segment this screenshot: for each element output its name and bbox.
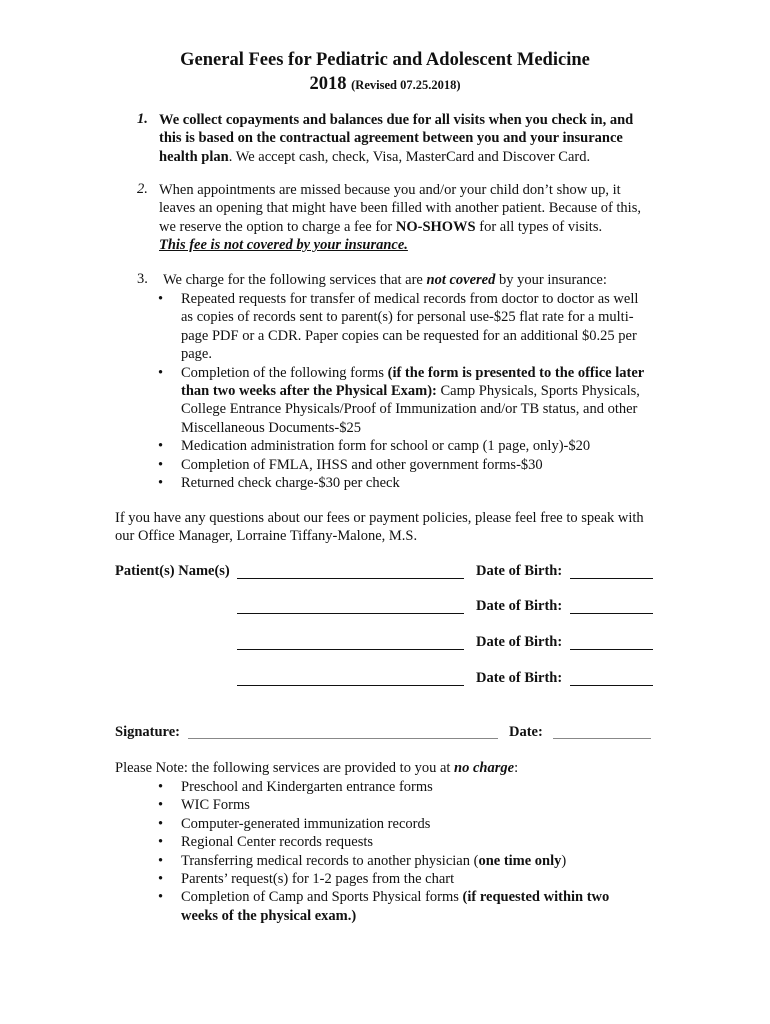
dob-field-3[interactable] bbox=[570, 649, 653, 650]
revision-date: (Revised 07.25.2018) bbox=[351, 78, 461, 92]
list-item: • Repeated requests for transfer of medical records from doctor to doctor as well as copies of records sent to parent(s) for personal use-$25 flat rate for a multi-page PDF or a CDR. Paper copies can be requested for an additional $0.25 per page. bbox=[154, 290, 644, 364]
list-item: • Computer-generated immunization records bbox=[154, 815, 644, 833]
document-title: General Fees for Pediatric and Adolescent Medicine bbox=[180, 50, 590, 70]
item-2-text-a: When appointments are missed because you and/or your child don’t show up, it leaves an opening that might have been filled with another patient. Because of this, we reserve the option to charge a fee for bbox=[159, 182, 641, 235]
item-2-text-b: for all types of visits. bbox=[475, 218, 603, 235]
list-item: • Completion of FMLA, IHSS and other government forms-$30 bbox=[154, 456, 644, 474]
dob-field-1[interactable] bbox=[570, 578, 653, 579]
list-item: • WIC Forms bbox=[154, 796, 644, 814]
date-field[interactable] bbox=[553, 738, 651, 739]
date-label: Date: bbox=[509, 724, 543, 740]
list-item: • Regional Center records requests bbox=[154, 833, 644, 851]
list-item: • Completion of the following forms (if the form is presented to the office later than two weeks after the Physical Exam): Camp Physicals, Sports Physicals, College Entrance Physicals/Proof of Immunization and/or TB status, and other Miscellaneous Documents-$25 bbox=[154, 364, 644, 438]
signature-label: Signature: bbox=[115, 724, 180, 740]
list-item: • Parents’ request(s) for 1-2 pages from the chart bbox=[154, 870, 644, 888]
item-1-rest-text: . We accept cash, check, Visa, MasterCard and Discover Card. bbox=[228, 148, 591, 165]
contact-paragraph: If you have any questions about our fees or payment policies, please feel free to speak with our Office Manager, Lorraine Tiffany-Malone, M.S. bbox=[115, 510, 644, 545]
patient-name-field-4[interactable] bbox=[237, 685, 464, 686]
item-2-not-covered-note: This fee is not covered by your insurance. bbox=[159, 237, 408, 254]
patient-name-field-2[interactable] bbox=[237, 613, 464, 614]
document-year: 2018 bbox=[309, 74, 347, 94]
item-2-number: 2. bbox=[137, 181, 148, 197]
no-charge-intro: Please Note: the following services are provided to you at no charge: bbox=[115, 760, 519, 776]
dob-label-2: Date of Birth: bbox=[476, 598, 563, 614]
list-item: • Medication administration form for school or camp (1 page, only)-$20 bbox=[154, 437, 644, 455]
list-item: • Returned check charge-$30 per check bbox=[154, 474, 644, 492]
dob-label-3: Date of Birth: bbox=[476, 634, 563, 650]
item-3-number: 3. bbox=[137, 271, 148, 287]
item-3-text-a: We charge for the following services that are bbox=[163, 272, 427, 288]
item-3-text bbox=[163, 271, 663, 289]
no-charge-services-list bbox=[154, 778, 644, 925]
dob-label-4: Date of Birth: bbox=[476, 670, 563, 686]
item-2-no-shows: NO-SHOWS bbox=[395, 218, 476, 235]
list-item: • Transferring medical records to another physician (one time only) bbox=[154, 852, 644, 870]
patient-name-field-3[interactable] bbox=[237, 649, 464, 650]
item-3-text-b: by your insurance: bbox=[495, 272, 607, 288]
document-subtitle bbox=[0, 74, 770, 95]
item-1-number: 1. bbox=[137, 111, 148, 127]
item-2-text bbox=[159, 181, 659, 255]
not-covered-services-list bbox=[154, 290, 644, 492]
item-1-text bbox=[159, 111, 659, 166]
patient-name-field-1[interactable] bbox=[237, 578, 464, 579]
dob-field-4[interactable] bbox=[570, 685, 653, 686]
no-charge-emphasis: no charge bbox=[454, 760, 515, 776]
patient-names-label: Patient(s) Name(s) bbox=[115, 563, 230, 579]
dob-field-2[interactable] bbox=[570, 613, 653, 614]
signature-field[interactable] bbox=[188, 738, 498, 739]
item-3-not-covered: not covered bbox=[426, 272, 496, 288]
item-1-bold-text: We collect copayments and balances due for all visits when you check in, and this is based on the contractual agreement between you and your insurance health plan bbox=[159, 112, 634, 165]
dob-label-1: Date of Birth: bbox=[476, 563, 563, 579]
list-item: • Completion of Camp and Sports Physical forms (if requested within two weeks of the physical exam.) bbox=[154, 888, 644, 925]
list-item: • Preschool and Kindergarten entrance forms bbox=[154, 778, 644, 796]
